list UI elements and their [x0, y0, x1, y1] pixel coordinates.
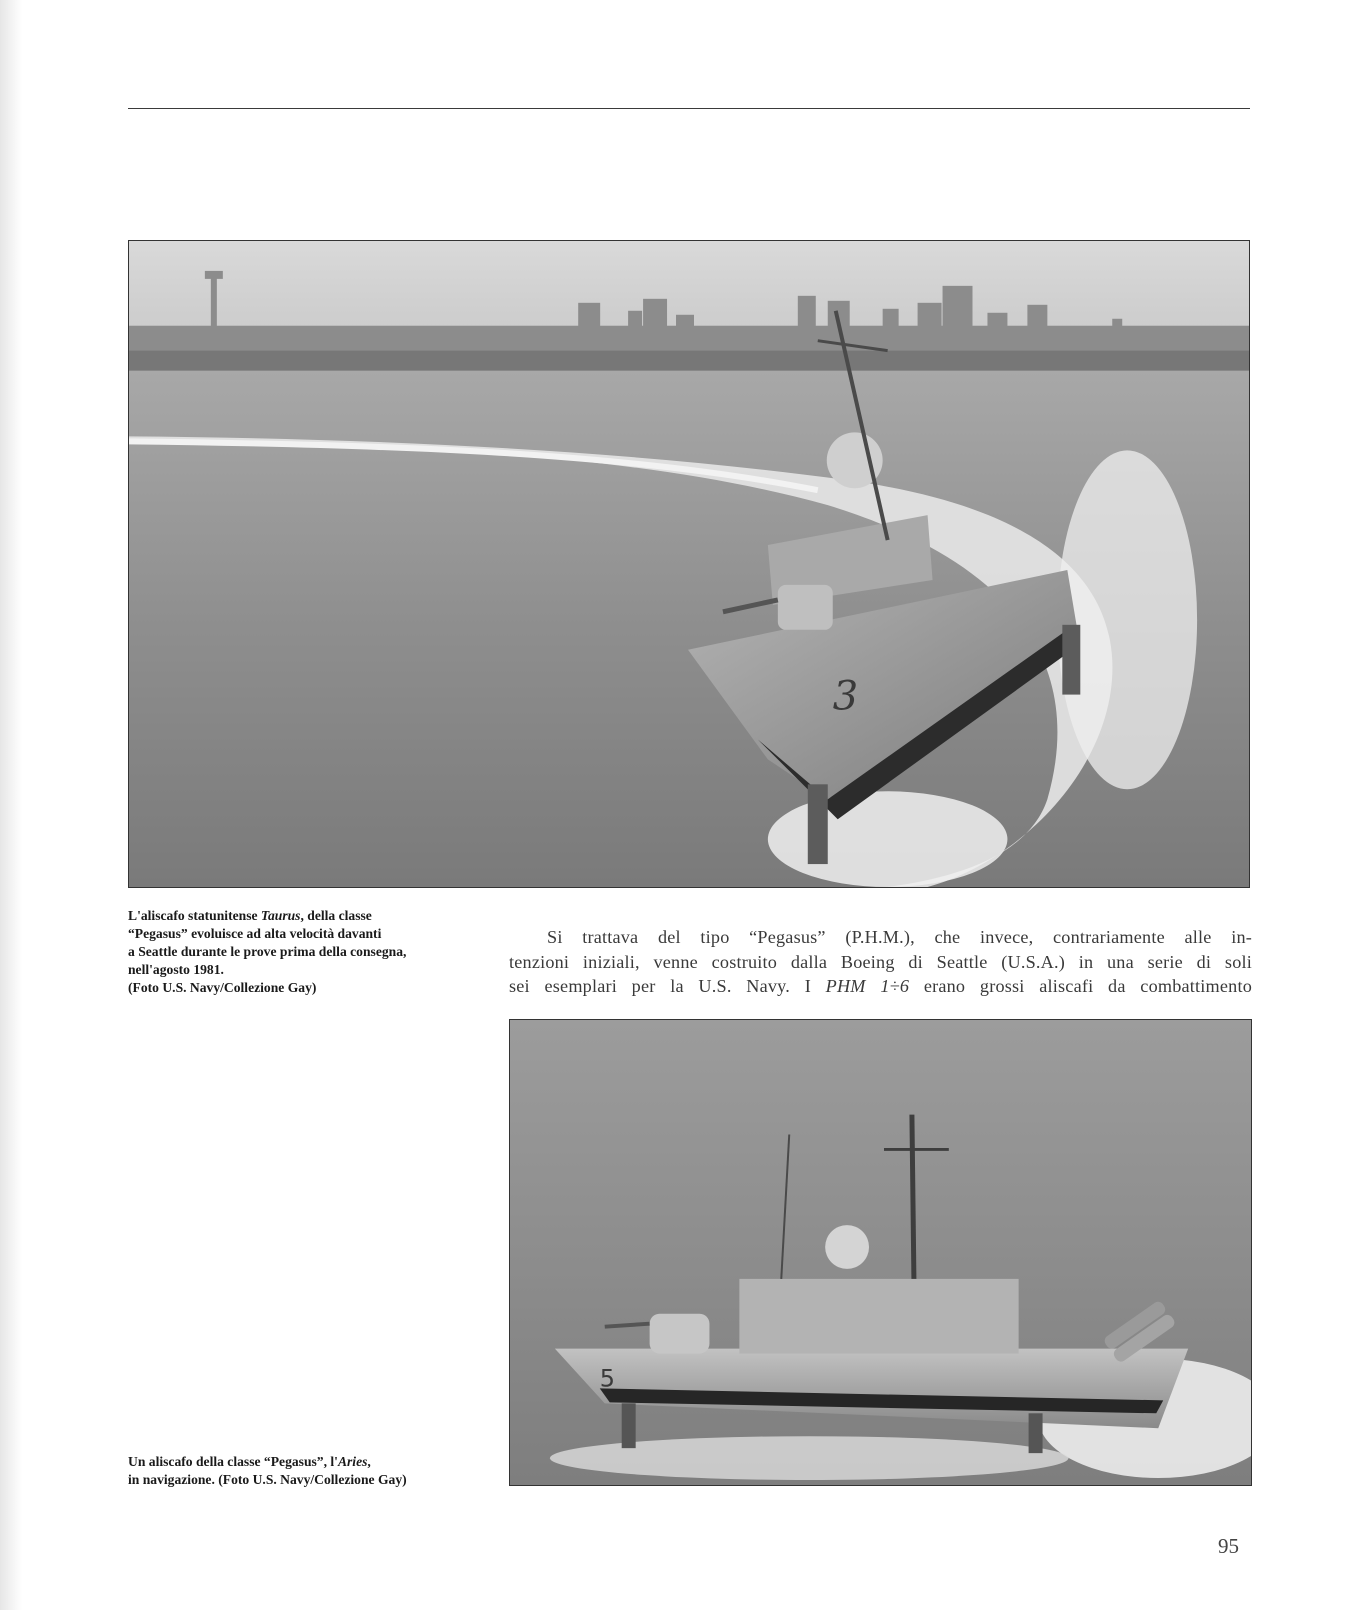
taurus-photo-image [129, 241, 1249, 887]
caption-text: , della classe [300, 908, 372, 923]
caption-line [128, 1453, 498, 1471]
caption-text: , [367, 1454, 371, 1469]
aries-caption [128, 1453, 498, 1489]
taurus-caption [128, 907, 488, 997]
caption-credit: (Foto U.S. Navy/Collezione Gay) [128, 980, 317, 995]
caption-line: a Seattle durante le prove prima della consegna, [128, 944, 407, 959]
body-text-run: sei esemplari per la U.S. Navy. I [509, 976, 826, 996]
aries-photo-image [510, 1020, 1251, 1485]
caption-text: Un aliscafo della classe “Pegasus”, l' [128, 1454, 338, 1469]
caption-text: L'aliscafo statunitense [128, 908, 261, 923]
caption-ship-name: Taurus [260, 908, 301, 923]
body-line: tenzioni iniziali, venne costruito dalla Boeing di Seattle (U.S.A.) in una serie di soli [509, 951, 1252, 972]
body-italic-run: PHM 1÷6 [825, 976, 910, 996]
aries-hull-number: 5 [599, 1364, 615, 1393]
body-text-run: erano grossi aliscafi da combattimento [909, 976, 1253, 996]
body-line [509, 974, 1252, 999]
page-gutter-shadow [0, 0, 22, 1610]
body-paragraph [509, 925, 1252, 999]
taurus-hull-number: 3 [832, 673, 859, 720]
caption-credit: in navigazione. (Foto U.S. Navy/Collezione Gay) [128, 1472, 407, 1487]
caption-line: nell'agosto 1981. [128, 962, 224, 977]
body-line: Si trattava del tipo “Pegasus” (P.H.M.), che invece, contrariamente alle in- [547, 927, 1252, 947]
aries-photo [509, 1019, 1252, 1486]
page-number: 95 [1218, 1534, 1239, 1558]
caption-line: “Pegasus” evoluisce ad alta velocità davanti [128, 926, 382, 941]
caption-ship-name: Aries [337, 1454, 368, 1469]
header-rule [128, 108, 1250, 109]
caption-line [128, 907, 488, 925]
taurus-photo [128, 240, 1250, 888]
